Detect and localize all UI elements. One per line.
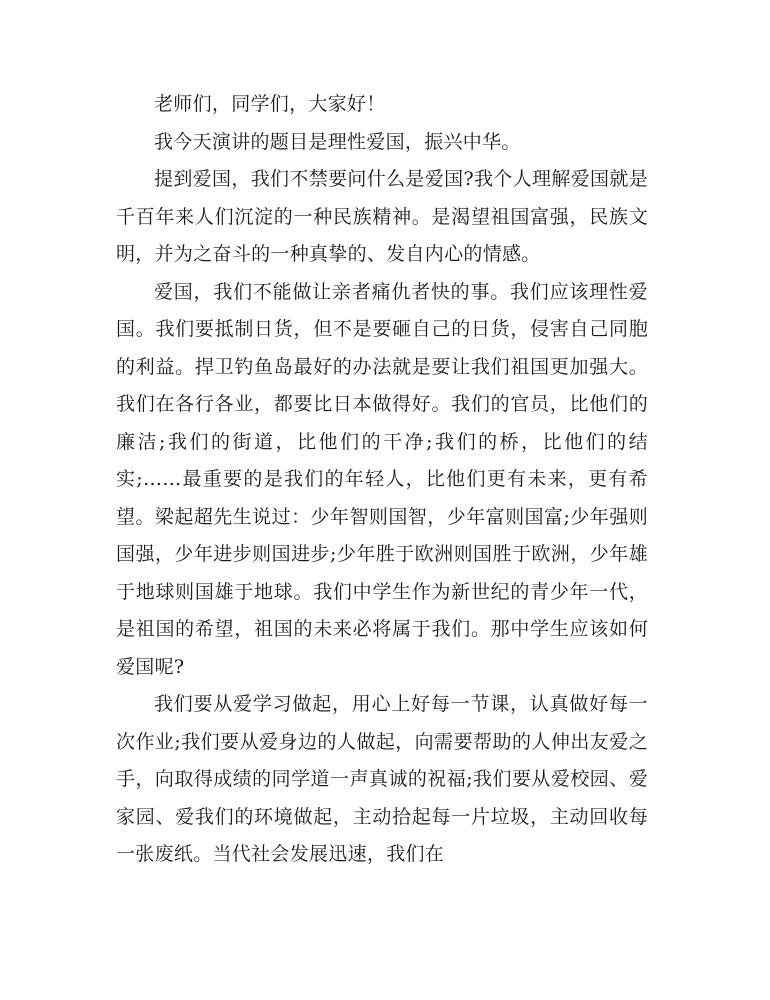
paragraph-topic: 我今天演讲的题目是理性爱国，振兴中华。 (154, 130, 521, 153)
paragraph-rational-patriotism: 爱国，我们不能做让亲者痛仇者快的事。我们应该理性爱国。我们要抵制日货，但不是要砸自己的日货，侵害自己同胞的利益。捍卫钓鱼岛最好的办法就是要让我们祖国更加强大。我们在各行各业，都要比日本做得好。我们的官员，比他们的廉洁;我们的街道，比他们的干净;我们的桥，比他们的结实;……最重要的是我们的年轻人，比他们更有未来，更有希望。梁起超先生说过：少年智则国智，少年富则国富;少年强则国强，少年进步则国进步;少年胜于欧洲则国胜于欧洲，少年雄于地球则国雄于地球。我们中学生作为新世纪的青少年一代，是祖国的希望，祖国的未来必将属于我们。那中学生应该如何爱国呢? (116, 280, 648, 678)
paragraph-greeting: 老师们，同学们，大家好！ (154, 93, 386, 115)
paragraph-definition: 提到爱国，我们不禁要问什么是爱国?我个人理解爱国就是千百年来人们沉淀的一种民族精神。是渴望祖国富强，民族文明，并为之奋斗的一种真挚的、发自内心的情感。 (116, 168, 648, 265)
speech-body (116, 86, 648, 874)
paragraph-actions: 我们要从爱学习做起，用心上好每一节课，认真做好每一次作业;我们要从爱身边的人做起，向需要帮助的人伸出友爱之手，向取得成绩的同学道一声真诚的祝福;我们要从爱校园、爱家园、爱我们的环境做起，主动拾起每一片垃圾，主动回收每一张废纸。当代社会发展迅速，我们在 (116, 693, 648, 865)
